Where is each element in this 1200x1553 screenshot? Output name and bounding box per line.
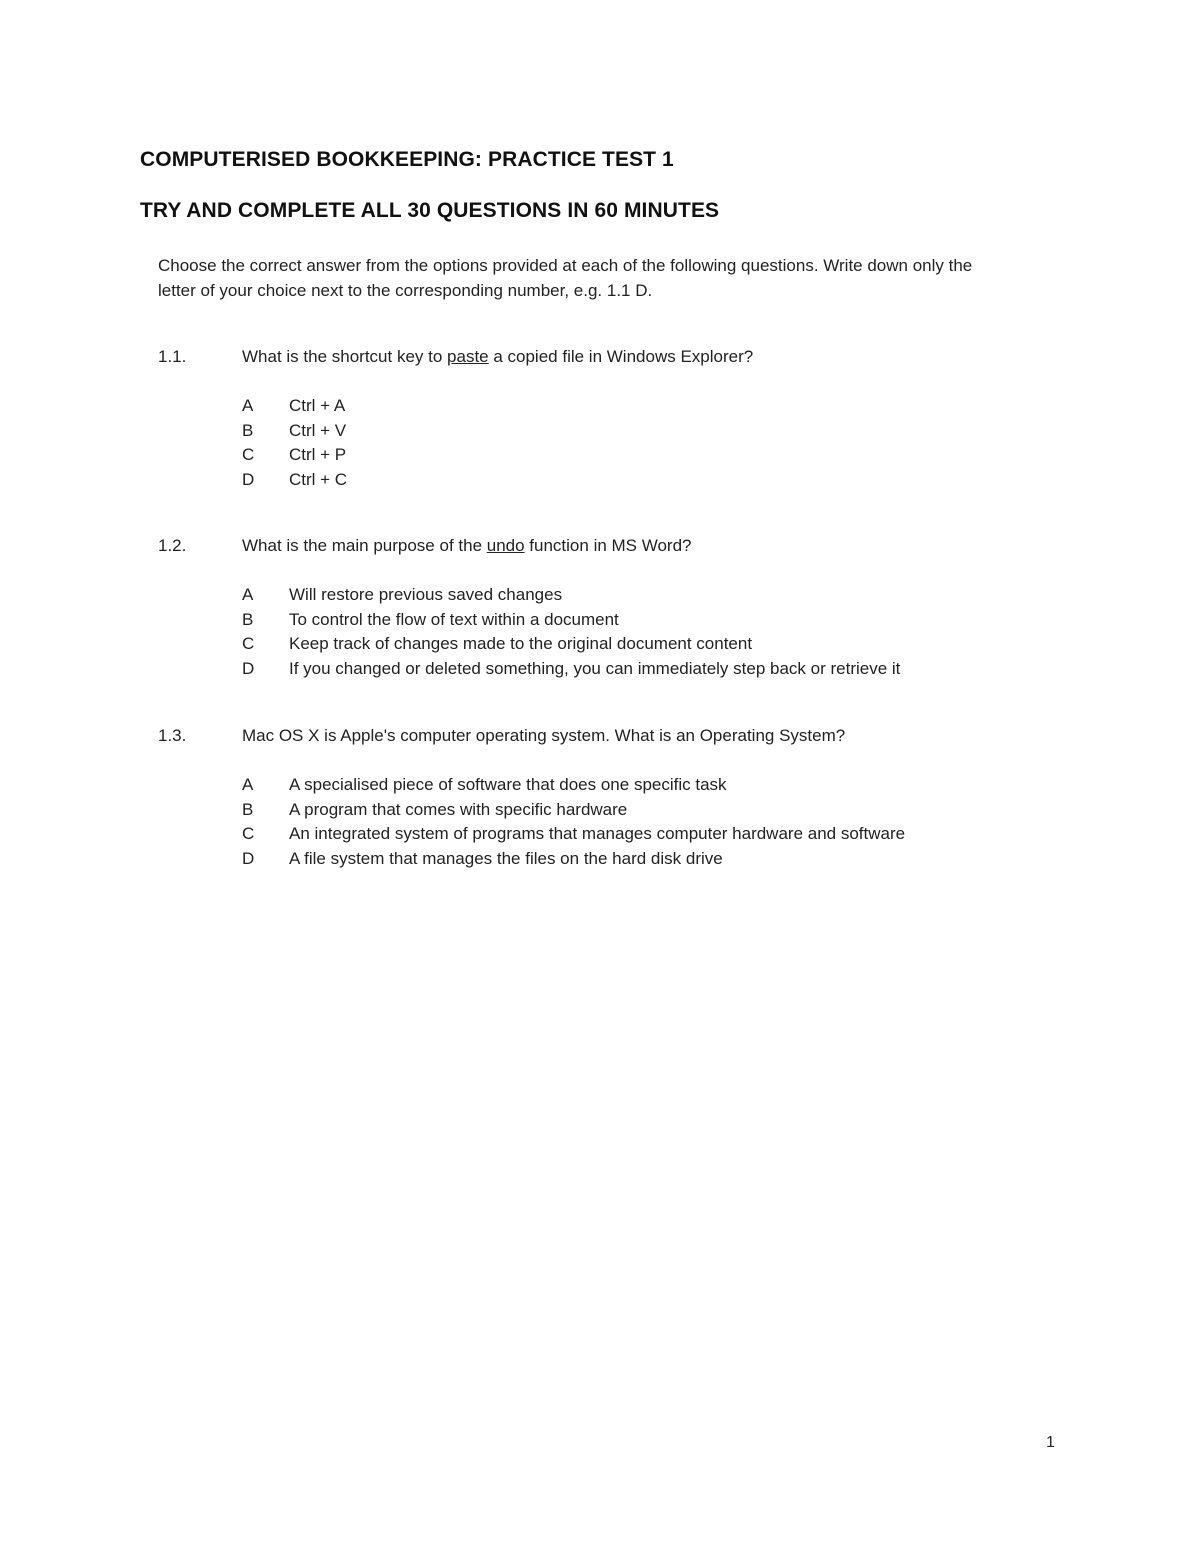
question-text <box>242 536 692 556</box>
question-keyword: undo <box>486 536 525 555</box>
option-text: Ctrl + P <box>289 445 347 464</box>
instructions-line-2: letter of your choice next to the corresponding number, e.g. 1.1 D. <box>158 281 653 300</box>
option-text: Keep track of changes made to the original document content <box>289 634 753 653</box>
option-letter: A <box>242 396 254 415</box>
document-subtitle: TRY AND COMPLETE ALL 30 QUESTIONS IN 60 MINUTES <box>140 199 720 222</box>
option-text: If you changed or deleted something, you can immediately step back or retrieve it <box>289 658 901 678</box>
question-text-part: What is the shortcut key to <box>242 347 448 366</box>
option-letter: C <box>242 824 255 843</box>
option-text: To control the flow of text within a document <box>289 609 619 629</box>
option-letter: D <box>242 848 255 868</box>
instructions <box>158 253 1058 303</box>
option-letter: D <box>242 658 255 678</box>
question-text-part: function in MS Word? <box>524 536 692 555</box>
option-text: An integrated system of programs that manages computer hardware and software <box>289 824 906 843</box>
option-text: A specialised piece of software that does one specific task <box>289 775 727 794</box>
option-letter: B <box>242 609 254 629</box>
option-text: Ctrl + V <box>289 420 347 440</box>
question-keyword: paste <box>447 347 489 366</box>
option-letter: C <box>242 634 255 653</box>
option-letter: C <box>242 445 255 464</box>
option-letter: D <box>242 469 255 489</box>
question-text-part: a copied file in Windows Explorer? <box>488 347 754 366</box>
option-letter: A <box>242 775 254 794</box>
option-letter: B <box>242 799 254 819</box>
question-number: 1.1. <box>158 347 187 366</box>
option-text: A program that comes with specific hardware <box>289 799 628 819</box>
question-text <box>242 347 753 367</box>
option-letter: B <box>242 420 254 440</box>
document-title: COMPUTERISED BOOKKEEPING: PRACTICE TEST 1 <box>140 148 674 171</box>
option-text: Ctrl + C <box>289 469 348 489</box>
question-text-part: What is the main purpose of the <box>242 536 487 555</box>
option-text: A file system that manages the files on the hard disk drive <box>289 848 723 868</box>
page-number: 1 <box>1046 1434 1055 1451</box>
option-text: Ctrl + A <box>289 396 346 415</box>
option-text: Will restore previous saved changes <box>289 585 563 604</box>
question-number: 1.3. <box>158 726 187 745</box>
question-text: Mac OS X is Apple's computer operating system. What is an Operating System? <box>242 726 846 745</box>
question-number: 1.2. <box>158 536 187 555</box>
instructions-line-1: Choose the correct answer from the options provided at each of the following questions. Write down only the <box>158 256 973 275</box>
option-letter: A <box>242 585 254 604</box>
